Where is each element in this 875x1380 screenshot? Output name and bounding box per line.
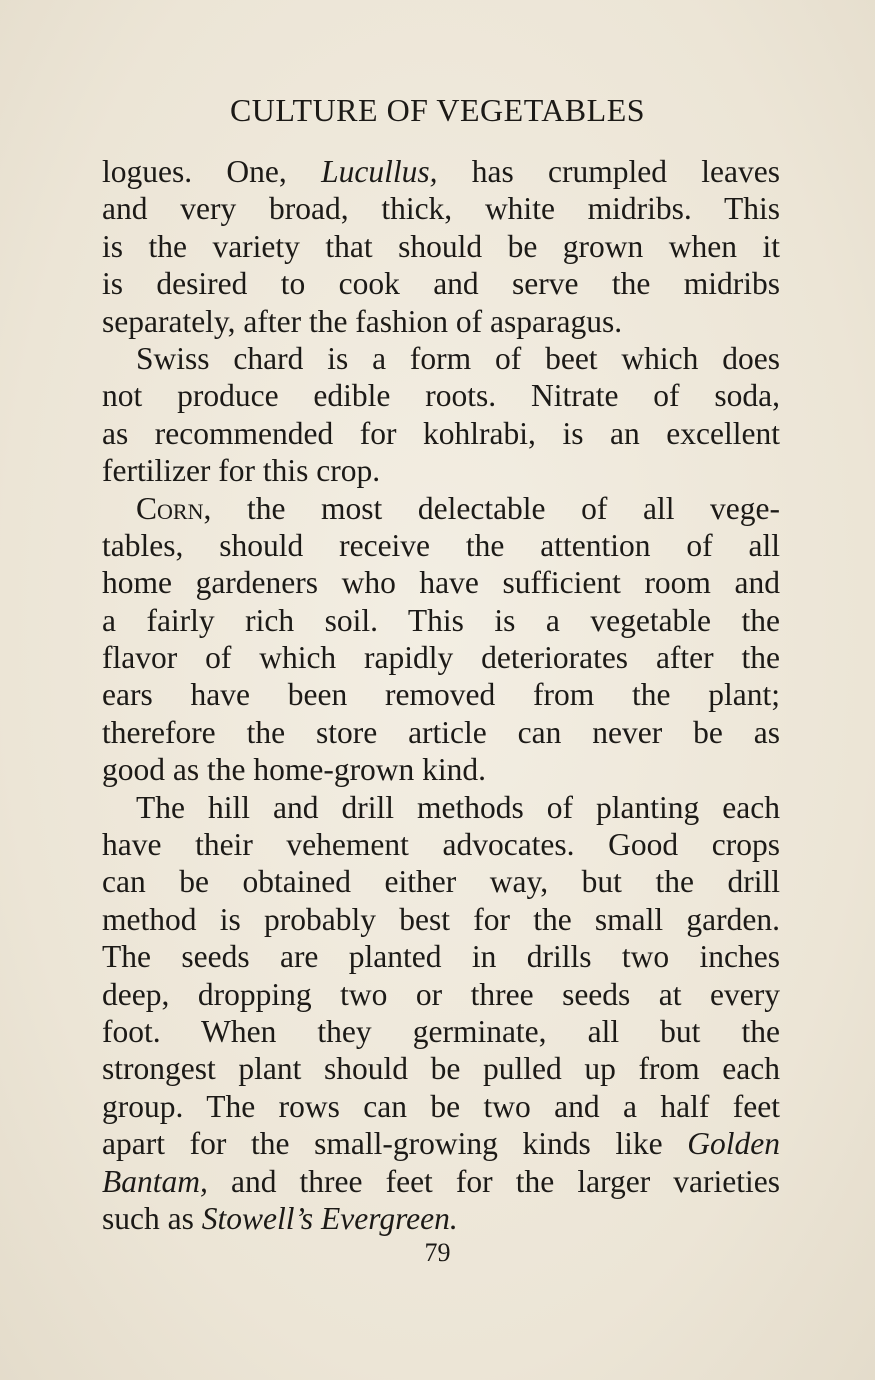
text-line: have their vehement advocates. Good crops — [102, 827, 780, 863]
text-line: group. The rows can be two and a half feet — [102, 1088, 780, 1124]
page-number: 79 — [424, 1238, 451, 1267]
text-line: The seeds are planted in drills two inches — [102, 939, 780, 975]
text-line: not produce edible roots. Nitrate of soda, — [102, 378, 780, 414]
text-line: The hill and drill methods of planting each — [136, 789, 780, 825]
text-line: can be obtained either way, but the drill — [102, 864, 780, 900]
text-line: strongest plant should be pulled up from each — [102, 1051, 780, 1087]
paragraph — [102, 153, 780, 340]
italic-term: Bantam, — [102, 1163, 208, 1199]
body-text — [102, 153, 780, 1237]
paragraph — [102, 340, 780, 490]
small-caps-term: Corn — [136, 490, 204, 526]
text-line: home gardeners who have sufficient room and — [102, 565, 780, 601]
text-line: is desired to cook and serve the midribs — [102, 266, 780, 302]
text-line: Corn, the most delectable of all vege- — [136, 490, 780, 526]
text-line: Swiss chard is a form of beet which does — [136, 340, 780, 376]
text-line: ears have been removed from the plant; — [102, 677, 780, 713]
text-line: is the variety that should be grown when it — [102, 228, 780, 264]
italic-term: Stowell’s Evergreen. — [201, 1200, 458, 1236]
paragraph — [102, 789, 780, 1238]
text-line: method is probably best for the small garden. — [102, 901, 780, 937]
paragraph — [102, 490, 780, 789]
text-line: tables, should receive the attention of all — [102, 527, 780, 563]
text-line: deep, dropping two or three seeds at every — [102, 976, 780, 1012]
text-line: Bantam, and three feet for the larger varieties — [102, 1163, 780, 1199]
text-line: a fairly rich soil. This is a vegetable the — [102, 602, 780, 638]
text-line: separately, after the fashion of asparagus. — [102, 303, 623, 339]
italic-term: Lucullus, — [321, 154, 438, 189]
text-line: therefore the store article can never be as — [102, 714, 780, 750]
italic-term: Golden — [687, 1126, 780, 1162]
text-line: such as Stowell’s Evergreen. — [102, 1200, 458, 1236]
text-line: flavor of which rapidly deteriorates after the — [102, 640, 780, 676]
text-line: apart for the small-growing kinds like Golden — [102, 1126, 780, 1162]
text-line: as recommended for kohlrabi, is an excellent — [102, 415, 780, 451]
text-line: logues. One, Lucullus, has crumpled leaves — [102, 154, 780, 189]
text-line: foot. When they germinate, all but the — [102, 1013, 780, 1049]
text-line: and very broad, thick, white midribs. This — [102, 191, 780, 227]
text-line: good as the home-grown kind. — [102, 752, 487, 788]
text-line: fertilizer for this crop. — [102, 453, 381, 489]
running-head: CULTURE OF VEGETABLES — [229, 92, 646, 128]
